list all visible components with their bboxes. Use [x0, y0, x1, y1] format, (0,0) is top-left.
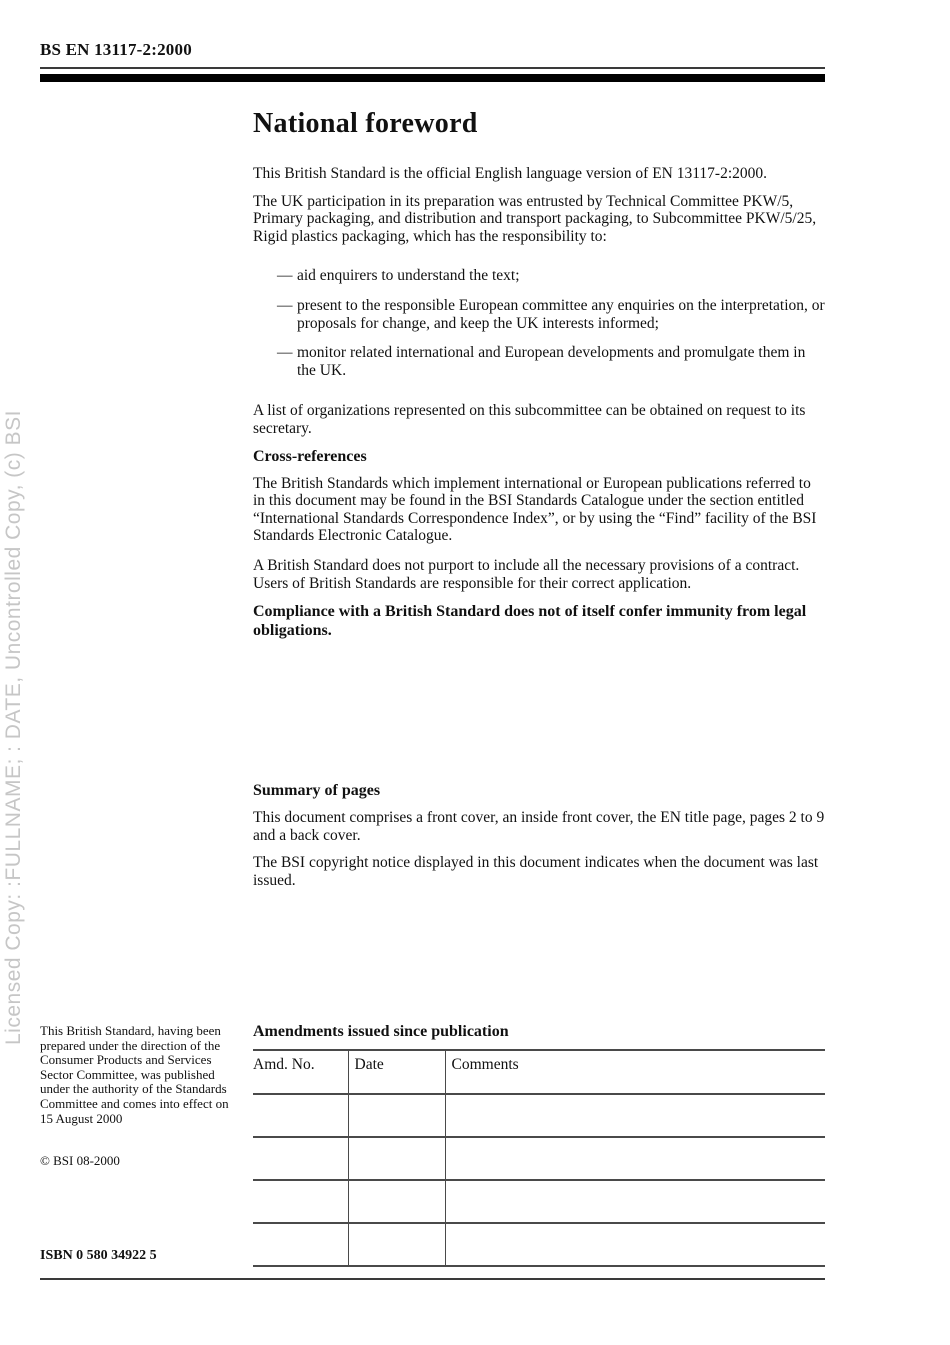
bsi-copyright: © BSI 08-2000 [40, 1153, 120, 1169]
para-uk-participation: The UK participation in its preparation was entrusted by Technical Committee PKW/5, Primary packaging, and distribution and transport packaging, to Subcommittee PKW/5/25, Rigid plastics packaging, which has the responsibility to: [253, 192, 817, 245]
table-row [253, 1137, 825, 1180]
col-header-comments: Comments [445, 1050, 825, 1094]
table-cell-empty [348, 1223, 445, 1266]
page-title: National foreword [253, 108, 478, 139]
para-provisions: A British Standard does not purport to include all the necessary provisions of a contract. Users of British Standards are responsible for their correct application. [253, 556, 800, 592]
table-cell-empty [253, 1137, 348, 1180]
cross-references-heading: Cross-references [253, 447, 367, 465]
summary-of-pages-heading: Summary of pages [253, 782, 381, 800]
dash-marker: — [277, 296, 293, 314]
para-official-version: This British Standard is the official English language version of EN 13117-2:2000. [253, 165, 768, 182]
para-summary-of-pages: This document comprises a front cover, an inside front cover, the EN title page, pages 2 to 9 and a back cover. [253, 809, 825, 844]
committee-note: This British Standard, having been prepared under the direction of the Consumer Products and Services Sector Committee, was published under the authority of the Standards Committee and comes into effect on 15 August 2000 [40, 1023, 229, 1126]
isbn: ISBN 0 580 34922 5 [40, 1248, 157, 1263]
list-item [253, 297, 825, 332]
dash-marker: — [277, 344, 293, 362]
table-header-row [253, 1050, 825, 1094]
table-cell-empty [445, 1137, 825, 1180]
table-row [253, 1223, 825, 1266]
table-row [253, 1180, 825, 1223]
foreword-section [253, 107, 825, 899]
header-rule-thin [40, 67, 825, 69]
table-cell-empty [253, 1223, 348, 1266]
list-item-text: present to the responsible European committee any enquiries on the interpretation, or proposals for change, and keep the UK interests informed; [297, 296, 825, 332]
dash-marker: — [277, 267, 293, 285]
footer-rule [40, 1278, 825, 1280]
para-compliance: Compliance with a British Standard does not of itself confer immunity from legal obligations. [253, 603, 807, 640]
table-cell-empty [445, 1223, 825, 1266]
imprint-block [40, 1024, 240, 1169]
table-cell-empty [348, 1137, 445, 1180]
table-cell-empty [253, 1180, 348, 1223]
list-item [253, 344, 825, 379]
list-item [253, 267, 825, 285]
table-cell-empty [348, 1094, 445, 1137]
table-cell-empty [253, 1094, 348, 1137]
amendments-section [253, 1023, 825, 1267]
document-reference: BS EN 13117-2:2000 [40, 40, 192, 59]
col-header-amd-no: Amd. No. [253, 1050, 348, 1094]
amendments-table [253, 1049, 825, 1267]
list-item-text: monitor related international and European developments and promulgate them in the UK. [297, 344, 806, 379]
col-header-date: Date [348, 1050, 445, 1094]
list-item-text: aid enquirers to understand the text; [297, 267, 520, 285]
amendments-heading: Amendments issued since publication [253, 1023, 509, 1040]
para-list-of-organizations: A list of organizations represented on this subcommittee can be obtained on request to its secretary. [253, 402, 806, 437]
para-cross-references: The British Standards which implement international or European publications referred to in this document may be found in the BSI Standards Catalogue under the section entitled “International Standards Correspondence Index”, or by using the “Find” facility of the BSI Standards Electronic Catalogue. [253, 474, 817, 545]
table-row [253, 1094, 825, 1137]
responsibility-list [253, 267, 825, 379]
header-rule-thick [40, 74, 825, 82]
table-cell-empty [348, 1180, 445, 1223]
para-copyright-notice: The BSI copyright notice displayed in this document indicates when the document was last issued. [253, 854, 819, 889]
table-cell-empty [445, 1180, 825, 1223]
licence-watermark: Licensed Copy: :FULLNAME; : DATE, Uncontrolled Copy, (c) BSI [2, 410, 25, 1045]
table-cell-empty [445, 1094, 825, 1137]
